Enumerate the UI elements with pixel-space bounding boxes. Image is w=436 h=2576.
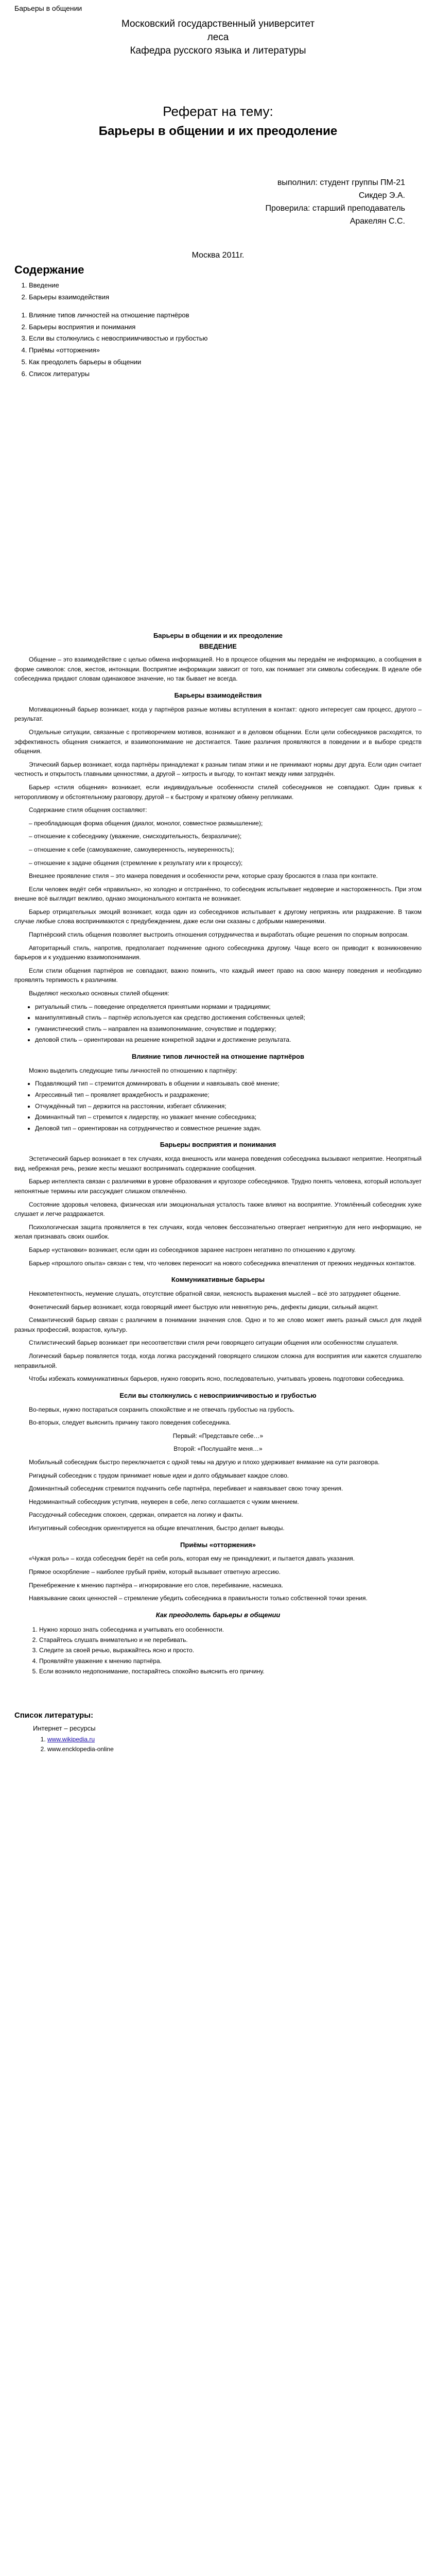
paragraph: Если человек ведёт себя «правильно», но холодно и отстранённо, то собеседник испытывает недоверие и настороженность. При этом внешне всё выглядит вежливо, однако эмоционального контакта не возникает. bbox=[14, 885, 422, 903]
university-line: Кафедра русского языка и литературы bbox=[130, 45, 306, 56]
paragraph: Интуитивный собеседник ориентируется на общие впечатления, быстро делает выводы. bbox=[29, 1524, 285, 1532]
contents-item[interactable]: 5. Как преодолеть барьеры в общении bbox=[29, 357, 422, 368]
contents-item[interactable]: 2. Барьеры восприятия и понимания bbox=[29, 321, 422, 333]
section-title: Барьеры восприятия и понимания bbox=[160, 1141, 276, 1149]
list-item: 5. Если возникло недопонимание, постарайтесь спокойно выяснить его причину. bbox=[39, 1666, 422, 1676]
contents-item[interactable]: 6. Список литературы bbox=[29, 368, 422, 380]
body-text bbox=[14, 631, 422, 1676]
paragraph: Состояние здоровья человека, физическая или эмоциональная усталость также влияют на восприятие. Утомлённый собеседник хуже слушает и легче раздражается. bbox=[14, 1200, 422, 1218]
paragraph: Некомпетентность, неумение слушать, отсутствие обратной связи, неясность выражения мыслей – всё это затрудняет общение. bbox=[29, 1290, 401, 1298]
section-title: Если вы столкнулись с невосприимчивостью и грубостью bbox=[119, 1391, 317, 1399]
paragraph: Семантический барьер связан с различием в понимании значения слов. Одно и то же слово может иметь разный смысл для людей разных профессий, возрастов, культур. bbox=[14, 1316, 422, 1333]
paragraph: Если стили общения партнёров не совпадают, важно помнить, что каждый имеет право на свою манеру поведения и необходимо проявлять терпимость к различиям. bbox=[14, 967, 422, 984]
contents-main-list bbox=[14, 280, 422, 303]
literature-list bbox=[14, 1735, 422, 1754]
paragraph: Этический барьер возникает, когда партнёры принадлежат к разным типам этики и не принимают нормы друг друга. Если один считает честность и открытость главными ценностями, а другой – хитрость и выгоду, то контакт между ними затруднён. bbox=[14, 760, 422, 778]
bullet-list bbox=[14, 1079, 422, 1133]
university-block bbox=[14, 18, 422, 57]
paragraph: Общение – это взаимодействие с целью обмена информацией. Но в процессе общения мы передаём не информацию, а сообщения в форме символов: слов, жестов, интонации. Восприятие информации зависит от того, как понимает эти символы собеседник. В идеале обе собеседника придают словам одинаковое значение, но так бывает не всегда. bbox=[14, 656, 422, 683]
referat-label: Реферат на тему: bbox=[163, 104, 273, 120]
contents-item[interactable]: 2. Барьеры взаимодействия bbox=[29, 292, 422, 303]
document-header: Барьеры в общении bbox=[14, 4, 82, 12]
paragraph: Барьер интеллекта связан с различиями в уровне образования и кругозоре собеседников. Трудно понять человека, который использует непонятные термины или рассуждает слишком отвлечённо. bbox=[14, 1178, 422, 1195]
contents-heading: Содержание bbox=[14, 263, 84, 276]
paragraph: Можно выделить следующие типы личностей по отношению к партнёру: bbox=[29, 1066, 237, 1074]
paragraph: Барьер отрицательных эмоций возникает, когда один из собеседников испытывает к другому неприязнь или раздражение. В таком случае любые слова воспринимаются с предубеждением, даже если они сказаны с добрыми намерениями. bbox=[14, 908, 422, 925]
section-title: Приёмы «отторжения» bbox=[180, 1540, 256, 1549]
author-block bbox=[14, 177, 422, 228]
contents-item[interactable]: 1. Влияние типов личностей на отношение партнёров bbox=[29, 310, 422, 321]
paragraph: – отношение к задаче общения (стремление к результату или к процессу); bbox=[29, 859, 243, 867]
paragraph: Чтобы избежать коммуникативных барьеров, нужно говорить ясно, последовательно, учитывать уровень подготовки собеседника. bbox=[29, 1375, 405, 1383]
paragraph: Доминантный собеседник стремится подчинить себе партнёра, перебивает и навязывает свою точку зрения. bbox=[29, 1485, 343, 1493]
paragraph: – отношение к собеседнику (уважение, снисходительность, безразличие); bbox=[29, 833, 242, 840]
author-line: выполнил: студент группы ПМ-21 bbox=[277, 178, 405, 188]
paragraph: Фонетический барьер возникает, когда говорящий имеет быструю или невнятную речь, дефекты дикции, сильный акцент. bbox=[29, 1303, 379, 1311]
paragraph: Внешнее проявление стиля – это манера поведения и особенности речи, которые сразу бросаются в глаза при контакте. bbox=[29, 872, 378, 880]
paragraph: Навязывание своих ценностей – стремление убедить собеседника в правильности только собственной точки зрения. bbox=[29, 1595, 368, 1602]
list-item: 3. Следите за своей речью, выражайтесь ясно и просто. bbox=[39, 1645, 422, 1655]
section-subtitle: ВВЕДЕНИЕ bbox=[199, 642, 237, 651]
paragraph: Мобильный собеседник быстро переключается с одной темы на другую и плохо удерживает внимание на сути разговора. bbox=[29, 1459, 380, 1466]
paragraph: – преобладающая форма общения (диалог, монолог, совместное размышление); bbox=[29, 819, 263, 827]
contents-item[interactable]: 3. Если вы столкнулись с невосприимчивостью и грубостью bbox=[29, 333, 422, 345]
paragraph: Эстетический барьер возникает в тех случаях, когда внешность или манера поведения собеседника вызывают неприятие. Неопрятный вид, небрежная речь, резкие жесты мешают воспринимать содержание сообщения. bbox=[14, 1155, 422, 1172]
paragraph: Выделяют несколько основных стилей общения: bbox=[29, 990, 169, 997]
bullet-list bbox=[14, 1002, 422, 1045]
city-year: Москва 2011г. bbox=[191, 251, 245, 260]
list-item: 2. Старайтесь слушать внимательно и не перебивать. bbox=[39, 1635, 422, 1645]
paragraph: Пренебрежение к мнению партнёра – игнорирование его слов, перебивание, насмешка. bbox=[29, 1581, 284, 1589]
university-line: леса bbox=[207, 31, 229, 43]
list-item: • гуманистический стиль – направлен на взаимопонимание, сочувствие и поддержку; bbox=[35, 1024, 422, 1034]
list-item: • Деловой тип – ориентирован на сотрудничество и совместное решение задач. bbox=[35, 1124, 422, 1133]
literature-subheading: Интернет – ресурсы bbox=[33, 1724, 96, 1733]
paragraph: Прямое оскорбление – наиболее грубый приём, который вызывает ответную агрессию. bbox=[29, 1568, 281, 1575]
section-title: Коммуникативные барьеры bbox=[171, 1276, 265, 1284]
literature-heading: Список литературы: bbox=[14, 1710, 94, 1720]
author-line: Сикдер Э.А. bbox=[358, 191, 405, 200]
author-line: Проверила: старший преподаватель bbox=[265, 204, 405, 213]
section-title: Как преодолеть барьеры в общении bbox=[155, 1611, 281, 1619]
literature-link[interactable]: www.wikipedia.ru bbox=[47, 1736, 95, 1743]
paragraph: Барьер «стиля общения» возникает, если индивидуальные особенности стилей собеседников не совпадают. Один привык к неторопливому и обстоятельному разговору, другой – к быстрому и краткому обмену репликами. bbox=[14, 783, 422, 801]
numbered-list bbox=[14, 1624, 422, 1677]
paragraph: Партнёрский стиль общения позволяет выстроить отношения сотрудничества и выработать общие решения по спорным вопросам. bbox=[29, 931, 409, 939]
paragraph: Авторитарный стиль, напротив, предполагает подчинение одного собеседника другому. Чаще всего он приводит к возникновению барьеров и к ухудшению взаимопонимания. bbox=[14, 944, 422, 961]
paragraph: Барьер «прошлого опыта» связан с тем, что человек переносит на нового собеседника впечатления от прежних неудачных контактов. bbox=[29, 1259, 416, 1267]
literature-item bbox=[47, 1735, 422, 1744]
university-line: Московский государственный университет bbox=[121, 19, 315, 30]
paragraph: Во-вторых, следует выяснить причину такого поведения собеседника. bbox=[29, 1419, 231, 1427]
paragraph: «Чужая роль» – когда собеседник берёт на себя роль, которая ему не принадлежит, и пытается давать указания. bbox=[29, 1555, 355, 1563]
paragraph: Барьер «установки» возникает, если один из собеседников заранее настроен негативно по отношению к другому. bbox=[29, 1246, 356, 1253]
list-item: • Отчуждённый тип – держится на расстоянии, избегает сближения; bbox=[35, 1101, 422, 1111]
list-item: • Доминантный тип – стремится к лидерству, но уважает мнение собеседника; bbox=[35, 1112, 422, 1122]
list-item: 1. Нужно хорошо знать собеседника и учитывать его особенности. bbox=[39, 1624, 422, 1635]
paragraph: Стилистический барьер возникает при несоответствии стиля речи говорящего ситуации общения или особенностям слушателя. bbox=[29, 1339, 398, 1347]
list-item: • деловой стиль – ориентирован на решение конкретной задачи и достижение результата. bbox=[35, 1035, 422, 1045]
dialogue-line: Первый: «Представьте себе…» bbox=[172, 1432, 264, 1439]
list-item: • Подавляющий тип – стремится доминировать в общении и навязывать своё мнение; bbox=[35, 1079, 422, 1089]
list-item: • ритуальный стиль – поведение определяется принятыми нормами и традициями; bbox=[35, 1002, 422, 1012]
section-title: Влияние типов личностей на отношение партнёров bbox=[132, 1053, 304, 1060]
list-item: • Агрессивный тип – проявляет враждебность и раздражение; bbox=[35, 1090, 422, 1100]
paragraph: Во-первых, нужно постараться сохранить спокойствие и не отвечать грубостью на грубость. bbox=[29, 1405, 295, 1413]
list-item: • манипулятивный стиль – партнёр используется как средство достижения собственных целей; bbox=[35, 1013, 422, 1023]
paragraph: Отдельные ситуации, связанные с противоречием мотивов, возникают и в деловом общении. Если цели собеседников расходятся, то эффективность общения снижается, и взаимопонимание не достигается. Такие различия проявляются в поведении и в выборе средств общения. bbox=[14, 728, 422, 755]
paragraph: Недоминантный собеседник уступчив, неуверен в себе, легко соглашается с чужим мнением. bbox=[29, 1498, 299, 1505]
dialogue-line: Второй: «Послушайте меня…» bbox=[173, 1445, 263, 1453]
referat-topic: Барьеры в общении и их преодоление bbox=[98, 124, 338, 139]
paragraph: Ригидный собеседник с трудом принимает новые идеи и долго обдумывает каждое слово. bbox=[29, 1471, 289, 1479]
paragraph: – отношение к себе (самоуважение, самоуверенность, неуверенность); bbox=[29, 845, 234, 853]
contents-item[interactable]: 1. Введение bbox=[29, 280, 422, 292]
author-line: Аракелян С.С. bbox=[350, 216, 405, 226]
paragraph: Логический барьер появляется тогда, когда логика рассуждений говорящего слишком сложна для восприятия или кажется слушателю неправильной. bbox=[14, 1352, 422, 1369]
contents-sub-list bbox=[14, 310, 422, 380]
section-title: Барьеры взаимодействия bbox=[174, 691, 262, 699]
section-title: Барьеры в общении и их преодоление bbox=[153, 632, 283, 640]
paragraph: Содержание стиля общения составляют: bbox=[29, 806, 147, 814]
paragraph: Мотивационный барьер возникает, когда у партнёров разные мотивы вступления в контакт: одного интересует сам процесс, другого – результат. bbox=[14, 705, 422, 723]
literature-item: 2. www.encklopedia-onlinе bbox=[47, 1744, 422, 1754]
contents-item[interactable]: 4. Приёмы «отторжения» bbox=[29, 345, 422, 357]
paragraph: Рассудочный собеседник спокоен, сдержан, опирается на логику и факты. bbox=[29, 1511, 243, 1519]
list-item: 4. Проявляйте уважение к мнению партнёра. bbox=[39, 1656, 422, 1666]
paragraph: Психологическая защита проявляется в тех случаях, когда человек бессознательно отвергает неприятную для него информацию, не желая признавать своих ошибок. bbox=[14, 1223, 422, 1241]
